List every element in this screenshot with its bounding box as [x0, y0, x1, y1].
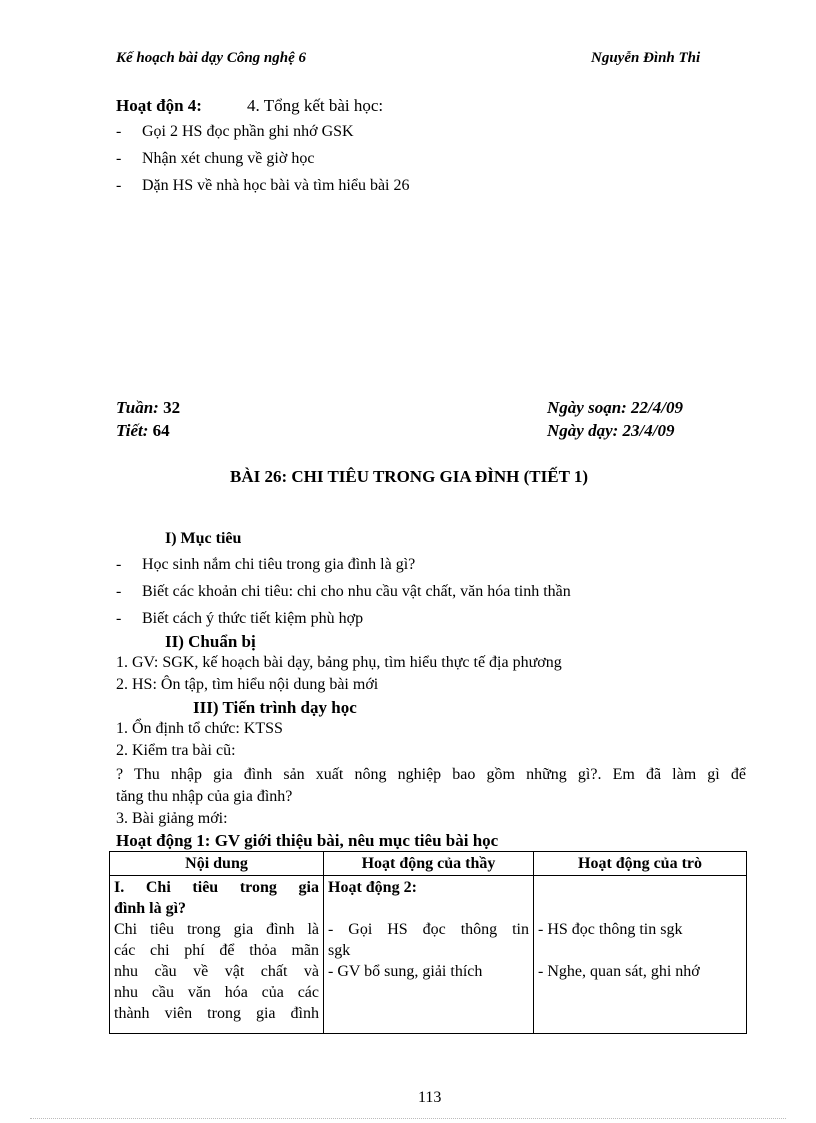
- noidung-line: nhu cầu văn hóa của các: [114, 984, 319, 1001]
- tro-spacer: [538, 898, 742, 919]
- col-header-thay: Hoạt động của thầy: [324, 852, 534, 876]
- header-left: Kế hoạch bài dạy Công nghệ 6: [116, 50, 307, 66]
- muctieu-heading: I) Mục tiêu: [165, 530, 242, 547]
- table-header-row: [110, 852, 747, 876]
- col-header-noidung: Nội dung: [110, 852, 324, 876]
- ngay-day: Ngày dạy: 23/4/09: [547, 421, 675, 440]
- chuanbi-item-1: 1. GV: SGK, kế hoạch bài dạy, bảng phụ, tìm hiểu thực tế địa phương: [116, 654, 562, 671]
- page-number: 113: [418, 1089, 442, 1106]
- noidung-title-line-2: đình là gì?: [114, 900, 187, 917]
- bullet-dash: -: [116, 556, 122, 573]
- col-header-tro: Hoạt động của trò: [534, 852, 747, 876]
- bullet-dash: -: [116, 123, 122, 140]
- kiemtra-question-line-1: ? Thu nhập gia đình sản xuất nông nghiệp bao gồm những gì?. Em đã làm gì để: [116, 766, 746, 783]
- lesson-table: [109, 851, 747, 1034]
- hoatdong4-title: 4. Tổng kết bài học:: [247, 96, 384, 115]
- bullet-dash: -: [116, 610, 122, 627]
- tientrinh-heading: III) Tiến trình dạy học: [193, 698, 357, 717]
- chuanbi-heading: II) Chuẩn bị: [165, 632, 256, 651]
- tientrinh-line-2: 2. Kiểm tra bài cũ:: [116, 742, 236, 759]
- tiet-line: Tiết: 64: [116, 421, 170, 440]
- thay-item-1-line-2: sgk: [328, 942, 351, 959]
- tro-spacer: [538, 940, 742, 961]
- kiemtra-question-line-2: tăng thu nhập của gia đình?: [116, 788, 293, 805]
- cell-noidung: [110, 876, 324, 1034]
- cell-tro: [534, 876, 747, 1034]
- tientrinh-line-1: 1. Ổn định tổ chức: KTSS: [116, 720, 283, 737]
- thay-item-2: - GV bổ sung, giải thích: [328, 963, 483, 980]
- hoatdong4-label: Hoạt độn 4:: [116, 96, 202, 115]
- lesson-title: BÀI 26: CHI TIÊU TRONG GIA ĐÌNH (TIẾT 1): [230, 467, 589, 486]
- bullet-dash: -: [116, 177, 122, 194]
- footer-rule: [30, 1118, 786, 1119]
- tientrinh-line-3: 3. Bài giảng mới:: [116, 810, 228, 827]
- header-right: Nguyễn Đình Thi: [591, 50, 701, 66]
- chuanbi-item-2: 2. HS: Ôn tập, tìm hiểu nội dung bài mới: [116, 676, 379, 693]
- bullet-dash: -: [116, 150, 122, 167]
- tro-item-2: - Nghe, quan sát, ghi nhớ: [538, 963, 700, 980]
- tro-spacer: [538, 877, 742, 898]
- tro-item-1: - HS đọc thông tin sgk: [538, 921, 683, 938]
- hoatdong1-line: Hoạt động 1: GV giới thiệu bài, nêu mục tiêu bài học: [116, 831, 499, 850]
- bullet-dash: -: [116, 583, 122, 600]
- noidung-line: Chi tiêu trong gia đình là: [114, 921, 319, 938]
- noidung-line: các chi phí để thỏa mãn: [114, 942, 319, 959]
- ngay-soan: Ngày soạn: 22/4/09: [547, 398, 683, 417]
- tuan-line: Tuần: 32: [116, 398, 181, 417]
- thay-spacer: [328, 898, 529, 919]
- noidung-line: nhu cầu về vật chất và: [114, 963, 319, 980]
- noidung-title-line-1: I. Chi tiêu trong gia: [114, 879, 319, 896]
- thay-item-1-line-1: - Gọi HS đọc thông tin: [328, 921, 529, 938]
- thay-title: Hoạt động 2:: [328, 879, 417, 896]
- noidung-line: thành viên trong gia đình: [114, 1005, 319, 1022]
- cell-thay: [324, 876, 534, 1034]
- table-row: [110, 876, 747, 1034]
